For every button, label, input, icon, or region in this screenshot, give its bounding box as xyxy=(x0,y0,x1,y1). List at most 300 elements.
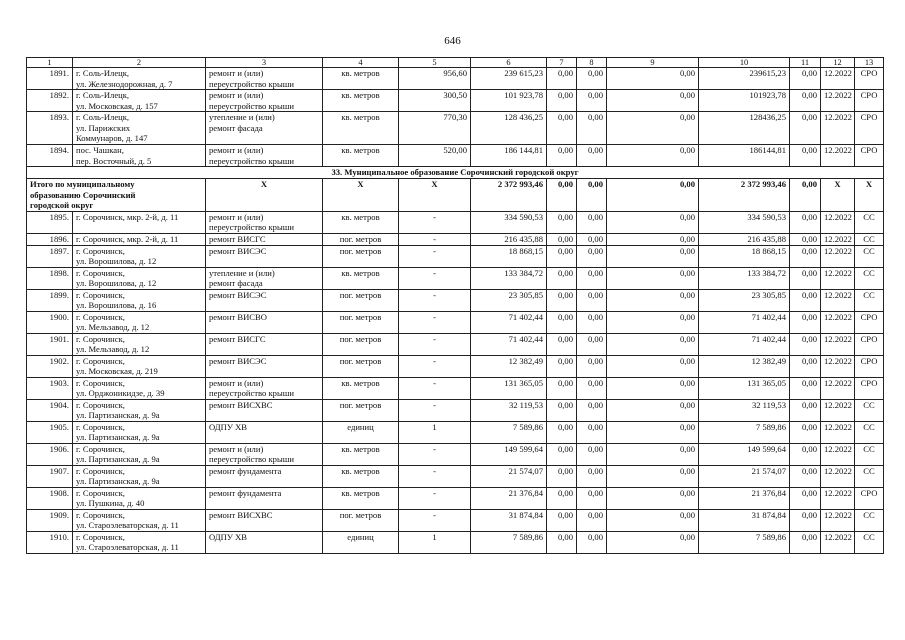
work-type-cell xyxy=(206,112,323,145)
value-cell: 0,00 xyxy=(790,233,821,245)
row-number: 1901. xyxy=(27,333,73,355)
table-row xyxy=(27,211,884,233)
value-cell: 0,00 xyxy=(547,421,577,443)
date-cell: 12.2022 xyxy=(821,399,855,421)
cost-cell: 12 382,49 xyxy=(471,355,547,377)
source-cell: СС xyxy=(855,465,884,487)
address-cell-line: г. Сорочинск, мкр. 2-й, д. 11 xyxy=(76,233,179,244)
work-type-cell-line: ремонт и (или) xyxy=(209,211,264,222)
total-row xyxy=(27,179,884,212)
unit-cell: пог. метров xyxy=(323,311,399,333)
unit-cell: кв. метров xyxy=(323,443,399,465)
work-type-cell-line: переустройство крыши xyxy=(209,155,294,166)
source-cell: СРО xyxy=(855,355,884,377)
address-cell-line: ул. Партизанская, д. 9а xyxy=(76,476,160,486)
source-cell: СС xyxy=(855,421,884,443)
column-header: 12 xyxy=(821,58,855,68)
column-header: 4 xyxy=(323,58,399,68)
value-cell: 0,00 xyxy=(577,465,607,487)
work-type-cell xyxy=(206,90,323,112)
work-type-cell-line: переустройство крыши xyxy=(209,388,294,398)
work-type-cell-line: ремонт ВИСХВС xyxy=(209,509,273,520)
column-header: 8 xyxy=(577,58,607,68)
total-cost-cell: 18 868,15 xyxy=(699,245,790,267)
address-cell xyxy=(73,509,206,531)
address-cell-line: ул. Староэлеваторская, д. 11 xyxy=(76,542,179,552)
work-type-cell xyxy=(206,245,323,267)
quantity-cell: 1 xyxy=(399,421,471,443)
address-cell-line: ул. Пушкина, д. 40 xyxy=(76,498,145,508)
table-row xyxy=(27,267,884,289)
column-header: 3 xyxy=(206,58,323,68)
column-header: 11 xyxy=(790,58,821,68)
page-number: 646 xyxy=(444,35,461,47)
address-cell-line: ул. Орджоникидзе, д. 39 xyxy=(76,388,165,398)
unit-cell: пог. метров xyxy=(323,233,399,245)
cost-cell: 21 574,07 xyxy=(471,465,547,487)
work-type-cell-line: ремонт ВИСГС xyxy=(209,233,266,244)
address-cell-line: ул. Староэлеваторская, д. 11 xyxy=(76,520,179,530)
table-row xyxy=(27,311,884,333)
row-number: 1906. xyxy=(27,443,73,465)
date-cell: 12.2022 xyxy=(821,267,855,289)
section-title: 33. Муниципальное образование Сорочинский городской округ xyxy=(27,167,884,179)
unit-cell: пог. метров xyxy=(323,355,399,377)
value-cell: 0,00 xyxy=(577,509,607,531)
total-cost-cell: 71 402,44 xyxy=(699,311,790,333)
value-cell: 0,00 xyxy=(607,355,699,377)
value-cell: 0,00 xyxy=(547,68,577,90)
cost-cell: 128 436,25 xyxy=(471,112,547,145)
quantity-cell: - xyxy=(399,289,471,311)
value-cell: 0,00 xyxy=(547,355,577,377)
value-cell: 0,00 xyxy=(577,245,607,267)
source-cell: СС xyxy=(855,211,884,233)
address-cell xyxy=(73,267,206,289)
table-row xyxy=(27,399,884,421)
row-number: 1894. xyxy=(27,145,73,167)
column-header: 13 xyxy=(855,58,884,68)
value-cell: 0,00 xyxy=(577,355,607,377)
source-cell: СРО xyxy=(855,311,884,333)
total-cost: 2 372 993,46 xyxy=(471,179,547,212)
column-header: 1 xyxy=(27,58,73,68)
quantity-cell: - xyxy=(399,245,471,267)
work-type-cell xyxy=(206,333,323,355)
work-type-cell xyxy=(206,355,323,377)
value-cell: 0,00 xyxy=(577,68,607,90)
date-cell: 12.2022 xyxy=(821,311,855,333)
date-cell: 12.2022 xyxy=(821,289,855,311)
table-row xyxy=(27,233,884,245)
address-cell-line: г. Соль-Илецк, xyxy=(76,90,130,100)
cost-cell: 7 589,86 xyxy=(471,531,547,553)
source-cell: СС xyxy=(855,267,884,289)
row-number: 1910. xyxy=(27,531,73,553)
source-cell: СС xyxy=(855,531,884,553)
unit-cell: кв. метров xyxy=(323,145,399,167)
row-number: 1896. xyxy=(27,233,73,245)
work-type-cell-line: переустройство крыши xyxy=(209,78,294,89)
address-cell-line: ул. Московская, д. 219 xyxy=(76,366,158,376)
total-label xyxy=(27,179,206,212)
address-cell xyxy=(73,399,206,421)
value-cell: 0,00 xyxy=(790,399,821,421)
cost-cell: 32 119,53 xyxy=(471,399,547,421)
source-cell: СС xyxy=(855,509,884,531)
date-cell: 12.2022 xyxy=(821,145,855,167)
total-cost-cell: 334 590,53 xyxy=(699,211,790,233)
total-value: 0,00 xyxy=(790,179,821,212)
unit-cell: пог. метров xyxy=(323,399,399,421)
address-cell xyxy=(73,289,206,311)
date-cell: 12.2022 xyxy=(821,531,855,553)
total-cost-cell: 31 874,84 xyxy=(699,509,790,531)
address-cell-line: г. Сорочинск, xyxy=(76,487,125,498)
address-cell xyxy=(73,245,206,267)
table-row xyxy=(27,487,884,509)
unit-cell: кв. метров xyxy=(323,211,399,233)
value-cell: 0,00 xyxy=(790,211,821,233)
value-cell: 0,00 xyxy=(577,399,607,421)
source-cell: СРО xyxy=(855,377,884,399)
total-label-line: городской округ xyxy=(30,200,94,210)
table-row xyxy=(27,90,884,112)
value-cell: 0,00 xyxy=(577,112,607,145)
total-label-line: Итого по муниципальному xyxy=(30,179,135,189)
value-cell: 0,00 xyxy=(577,311,607,333)
value-cell: 0,00 xyxy=(607,487,699,509)
table-row xyxy=(27,355,884,377)
work-type-cell xyxy=(206,289,323,311)
source-cell: СРО xyxy=(855,487,884,509)
value-cell: 0,00 xyxy=(790,289,821,311)
row-number: 1898. xyxy=(27,267,73,289)
total-cost-cell: 186144,81 xyxy=(699,145,790,167)
quantity-cell: 300,50 xyxy=(399,90,471,112)
total-cost-cell: 21 376,84 xyxy=(699,487,790,509)
address-cell-line: г. Сорочинск, xyxy=(76,531,125,542)
unit-cell: кв. метров xyxy=(323,487,399,509)
cost-cell: 133 384,72 xyxy=(471,267,547,289)
work-type-cell-line: ремонт и (или) xyxy=(209,443,264,454)
address-cell-line: пос. Чашкан, xyxy=(76,145,124,155)
date-cell: 12.2022 xyxy=(821,509,855,531)
row-number: 1905. xyxy=(27,421,73,443)
table-row xyxy=(27,421,884,443)
work-type-cell-line: утепление и (или) xyxy=(209,267,275,278)
work-type-cell-line: ремонт ВИСГС xyxy=(209,333,266,344)
total-x: X xyxy=(323,179,399,212)
quantity-cell: - xyxy=(399,267,471,289)
work-type-cell-line: ремонт ВИСВО xyxy=(209,311,267,322)
unit-cell: кв. метров xyxy=(323,112,399,145)
value-cell: 0,00 xyxy=(790,267,821,289)
work-type-cell-line: ремонт и (или) xyxy=(209,68,264,78)
address-cell-line: ул. Мельзавод, д. 12 xyxy=(76,322,150,332)
value-cell: 0,00 xyxy=(607,267,699,289)
value-cell: 0,00 xyxy=(790,68,821,90)
cost-cell: 23 305,85 xyxy=(471,289,547,311)
address-cell xyxy=(73,112,206,145)
column-header: 10 xyxy=(699,58,790,68)
address-cell-line: г. Сорочинск, мкр. 2-й, д. 11 xyxy=(76,211,179,222)
cost-cell: 239 615,23 xyxy=(471,68,547,90)
unit-cell: кв. метров xyxy=(323,465,399,487)
value-cell: 0,00 xyxy=(547,465,577,487)
source-cell: СРО xyxy=(855,90,884,112)
quantity-cell: - xyxy=(399,487,471,509)
table-row xyxy=(27,245,884,267)
value-cell: 0,00 xyxy=(547,267,577,289)
work-type-cell-line: переустройство крыши xyxy=(209,222,294,232)
value-cell: 0,00 xyxy=(577,333,607,355)
quantity-cell: - xyxy=(399,233,471,245)
source-cell: СРО xyxy=(855,112,884,145)
quantity-cell: 956,60 xyxy=(399,68,471,90)
address-cell-line: г. Сорочинск, xyxy=(76,421,125,432)
cost-cell: 149 599,64 xyxy=(471,443,547,465)
date-cell: 12.2022 xyxy=(821,112,855,145)
value-cell: 0,00 xyxy=(607,90,699,112)
value-cell: 0,00 xyxy=(577,211,607,233)
unit-cell: единиц xyxy=(323,421,399,443)
value-cell: 0,00 xyxy=(790,509,821,531)
unit-cell: кв. метров xyxy=(323,267,399,289)
address-cell xyxy=(73,211,206,233)
value-cell: 0,00 xyxy=(790,90,821,112)
address-cell-line: г. Сорочинск, xyxy=(76,245,125,256)
address-cell xyxy=(73,90,206,112)
work-type-cell xyxy=(206,421,323,443)
address-cell xyxy=(73,311,206,333)
value-cell: 0,00 xyxy=(790,355,821,377)
column-header: 5 xyxy=(399,58,471,68)
value-cell: 0,00 xyxy=(547,333,577,355)
total-cost-cell: 133 384,72 xyxy=(699,267,790,289)
address-cell-line: ул. Железнодорожная, д. 7 xyxy=(76,78,173,89)
date-cell: 12.2022 xyxy=(821,245,855,267)
value-cell: 0,00 xyxy=(547,311,577,333)
unit-cell: кв. метров xyxy=(323,377,399,399)
address-cell xyxy=(73,355,206,377)
value-cell: 0,00 xyxy=(607,311,699,333)
address-cell xyxy=(73,487,206,509)
row-number: 1902. xyxy=(27,355,73,377)
value-cell: 0,00 xyxy=(547,443,577,465)
unit-cell: пог. метров xyxy=(323,509,399,531)
register-table xyxy=(26,57,884,554)
quantity-cell: - xyxy=(399,211,471,233)
table-row xyxy=(27,289,884,311)
unit-cell: пог. метров xyxy=(323,245,399,267)
value-cell: 0,00 xyxy=(607,145,699,167)
address-cell-line: г. Соль-Илецк, xyxy=(76,112,130,122)
total-cost-cell: 71 402,44 xyxy=(699,333,790,355)
value-cell: 0,00 xyxy=(577,233,607,245)
cost-cell: 71 402,44 xyxy=(471,311,547,333)
quantity-cell: - xyxy=(399,399,471,421)
cost-cell: 71 402,44 xyxy=(471,333,547,355)
value-cell: 0,00 xyxy=(577,531,607,553)
work-type-cell-line: ремонт фасада xyxy=(209,122,263,133)
address-cell xyxy=(73,233,206,245)
address-cell-line: г. Сорочинск, xyxy=(76,355,125,366)
row-number: 1908. xyxy=(27,487,73,509)
value-cell: 0,00 xyxy=(577,443,607,465)
table-body xyxy=(27,58,884,554)
total-value: 0,00 xyxy=(577,179,607,212)
date-cell: 12.2022 xyxy=(821,355,855,377)
section-row xyxy=(27,167,884,179)
work-type-cell xyxy=(206,399,323,421)
value-cell: 0,00 xyxy=(607,377,699,399)
total-cost-cell: 101923,78 xyxy=(699,90,790,112)
value-cell: 0,00 xyxy=(790,311,821,333)
total-value: 0,00 xyxy=(607,179,699,212)
address-cell xyxy=(73,377,206,399)
unit-cell: кв. метров xyxy=(323,90,399,112)
total-cost-cell: 12 382,49 xyxy=(699,355,790,377)
work-type-cell xyxy=(206,68,323,90)
date-cell: 12.2022 xyxy=(821,487,855,509)
date-cell: 12.2022 xyxy=(821,421,855,443)
address-cell-line: ул. Партизанская, д. 9а xyxy=(76,432,160,442)
work-type-cell-line: переустройство крыши xyxy=(209,100,294,111)
address-cell-line: ул. Мельзавод, д. 12 xyxy=(76,344,150,354)
date-cell: 12.2022 xyxy=(821,211,855,233)
cost-cell: 18 868,15 xyxy=(471,245,547,267)
value-cell: 0,00 xyxy=(577,487,607,509)
table-row xyxy=(27,145,884,167)
quantity-cell: - xyxy=(399,465,471,487)
work-type-cell-line: ремонт и (или) xyxy=(209,145,264,155)
value-cell: 0,00 xyxy=(577,267,607,289)
unit-cell: кв. метров xyxy=(323,68,399,90)
value-cell: 0,00 xyxy=(607,112,699,145)
unit-cell: единиц xyxy=(323,531,399,553)
address-cell-line: г. Сорочинск, xyxy=(76,377,125,388)
source-cell: СС xyxy=(855,289,884,311)
total-cost-cell: 149 599,64 xyxy=(699,443,790,465)
address-cell-line: ул. Московская, д. 157 xyxy=(76,100,158,111)
date-cell: 12.2022 xyxy=(821,90,855,112)
value-cell: 0,00 xyxy=(547,487,577,509)
total-cost-cell: 239615,23 xyxy=(699,68,790,90)
total-cost: 2 372 993,46 xyxy=(699,179,790,212)
total-cost-cell: 216 435,88 xyxy=(699,233,790,245)
address-cell xyxy=(73,465,206,487)
quantity-cell: - xyxy=(399,311,471,333)
value-cell: 0,00 xyxy=(790,245,821,267)
value-cell: 0,00 xyxy=(607,211,699,233)
value-cell: 0,00 xyxy=(547,211,577,233)
value-cell: 0,00 xyxy=(577,145,607,167)
work-type-cell-line: ремонт ВИСХВС xyxy=(209,399,273,410)
table-row xyxy=(27,112,884,145)
address-cell-line: г. Сорочинск, xyxy=(76,509,125,520)
total-x: X xyxy=(399,179,471,212)
address-cell-line: г. Сорочинск, xyxy=(76,267,125,278)
work-type-cell-line: ремонт и (или) xyxy=(209,90,264,100)
value-cell: 0,00 xyxy=(790,333,821,355)
work-type-cell-line: ОДПУ ХВ xyxy=(209,421,248,432)
table-row xyxy=(27,443,884,465)
date-cell: 12.2022 xyxy=(821,333,855,355)
cost-cell: 334 590,53 xyxy=(471,211,547,233)
work-type-cell-line: переустройство крыши xyxy=(209,454,294,464)
total-cost-cell: 32 119,53 xyxy=(699,399,790,421)
work-type-cell-line: ремонт фундамента xyxy=(209,465,282,476)
address-cell-line: ул. Партизанская, д. 9а xyxy=(76,454,160,464)
work-type-cell-line: ОДПУ ХВ xyxy=(209,531,248,542)
address-cell-line: г. Сорочинск, xyxy=(76,443,125,454)
work-type-cell-line: ремонт ВИСЭС xyxy=(209,355,267,366)
total-x: X xyxy=(206,179,323,212)
row-number: 1900. xyxy=(27,311,73,333)
value-cell: 0,00 xyxy=(547,399,577,421)
work-type-cell xyxy=(206,487,323,509)
work-type-cell-line: ремонт ВИСЭС xyxy=(209,289,267,300)
address-cell-line: г. Сорочинск, xyxy=(76,289,125,300)
work-type-cell-line: ремонт ВИСЭС xyxy=(209,245,267,256)
value-cell: 0,00 xyxy=(607,509,699,531)
quantity-cell: 1 xyxy=(399,531,471,553)
date-cell: 12.2022 xyxy=(821,377,855,399)
address-cell-line: г. Сорочинск, xyxy=(76,399,125,410)
column-header-row xyxy=(27,58,884,68)
total-x: X xyxy=(821,179,855,212)
value-cell: 0,00 xyxy=(577,421,607,443)
work-type-cell xyxy=(206,509,323,531)
value-cell: 0,00 xyxy=(790,421,821,443)
address-cell-line: г. Сорочинск, xyxy=(76,333,125,344)
address-cell xyxy=(73,421,206,443)
value-cell: 0,00 xyxy=(547,245,577,267)
total-cost-cell: 131 365,05 xyxy=(699,377,790,399)
column-header: 2 xyxy=(73,58,206,68)
work-type-cell xyxy=(206,443,323,465)
quantity-cell: - xyxy=(399,509,471,531)
source-cell: СС xyxy=(855,245,884,267)
row-number: 1909. xyxy=(27,509,73,531)
source-cell: СРО xyxy=(855,333,884,355)
cost-cell: 7 589,86 xyxy=(471,421,547,443)
unit-cell: пог. метров xyxy=(323,333,399,355)
value-cell: 0,00 xyxy=(547,112,577,145)
date-cell: 12.2022 xyxy=(821,465,855,487)
work-type-cell-line: ремонт фундамента xyxy=(209,487,282,498)
date-cell: 12.2022 xyxy=(821,443,855,465)
row-number: 1903. xyxy=(27,377,73,399)
work-type-cell xyxy=(206,211,323,233)
value-cell: 0,00 xyxy=(577,90,607,112)
value-cell: 0,00 xyxy=(790,487,821,509)
work-type-cell xyxy=(206,465,323,487)
address-cell xyxy=(73,145,206,167)
value-cell: 0,00 xyxy=(547,90,577,112)
work-type-cell-line: ремонт и (или) xyxy=(209,377,264,388)
row-number: 1904. xyxy=(27,399,73,421)
value-cell: 0,00 xyxy=(547,509,577,531)
row-number: 1907. xyxy=(27,465,73,487)
table-row xyxy=(27,68,884,90)
cost-cell: 216 435,88 xyxy=(471,233,547,245)
total-cost-cell: 7 589,86 xyxy=(699,531,790,553)
value-cell: 0,00 xyxy=(547,531,577,553)
work-type-cell xyxy=(206,531,323,553)
value-cell: 0,00 xyxy=(607,421,699,443)
